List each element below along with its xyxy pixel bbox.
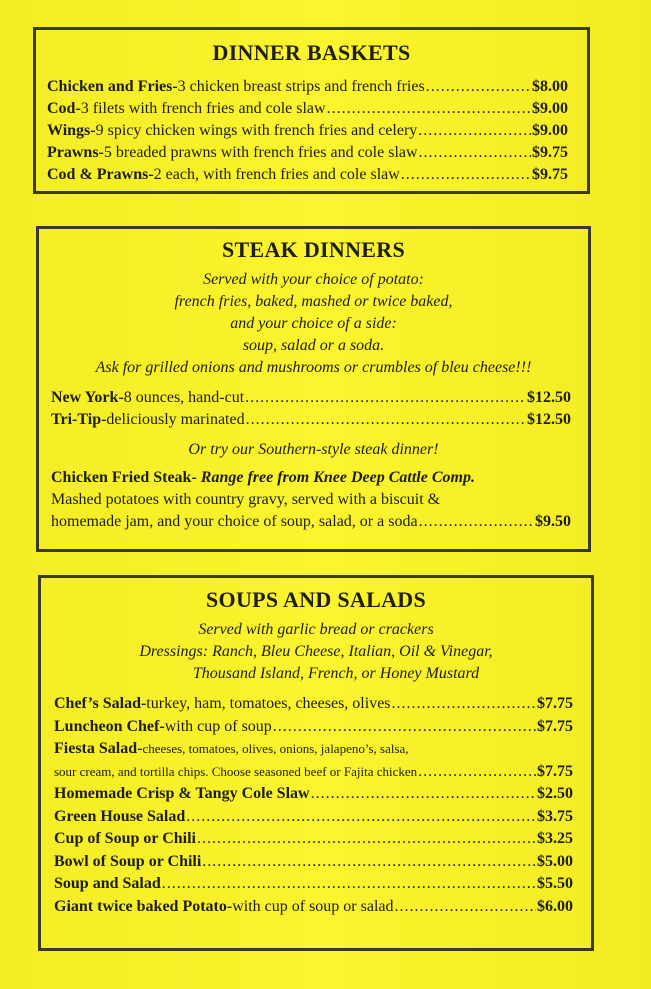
menu-item (47, 120, 568, 142)
dot-leader (246, 409, 526, 431)
item-price: $6.00 (537, 897, 573, 915)
dot-leader (419, 142, 531, 164)
dot-leader (392, 693, 536, 716)
section-title: SOUPS AND SALADS (206, 587, 426, 612)
menu-item (54, 828, 573, 851)
item-desc: 9 spicy chicken wings with french fries and celery (95, 122, 418, 139)
item-desc: homemade jam, and your choice of soup, salad, or a soda (51, 513, 418, 530)
section-note: Ask for grilled onions and mushrooms or crumbles of bleu cheese!!! (95, 359, 532, 376)
menu-item (51, 387, 571, 409)
item-name: Cod- (47, 100, 81, 117)
item-name: New York- (51, 389, 124, 406)
dot-leader (162, 873, 536, 896)
section-note: french fries, baked, mashed or twice baked, (174, 293, 453, 310)
steak-dinners-section (36, 226, 591, 552)
dot-leader (418, 761, 536, 784)
item-desc: 3 chicken breast strips and french fries (177, 78, 425, 95)
dinner-baskets-section (33, 27, 590, 194)
menu-item (47, 76, 568, 98)
item-desc: deliciously marinated (106, 411, 245, 428)
item-price: $9.75 (532, 144, 568, 161)
item-price: $5.00 (537, 852, 573, 870)
spacer (39, 431, 588, 439)
section-note: Served with garlic bread or crackers (198, 621, 434, 638)
item-name: Wings- (47, 122, 96, 139)
steak-dinners-list (39, 387, 588, 431)
dot-leader (419, 511, 534, 533)
dot-leader (273, 716, 536, 739)
item-desc: 8 ounces, hand-cut (123, 389, 245, 406)
menu-item (54, 896, 573, 919)
item-price: $5.50 (537, 875, 573, 892)
item-price: $9.50 (535, 513, 571, 530)
menu-item (54, 873, 573, 896)
soups-salads-list (41, 693, 591, 918)
item-desc: turkey, ham, tomatoes, cheeses, olives (146, 695, 391, 712)
menu-item (54, 693, 573, 716)
item-name: Giant twice baked Potato- (54, 897, 233, 915)
item-name: Soup and Salad (54, 875, 161, 892)
dot-leader (202, 851, 536, 874)
menu-item (54, 738, 573, 761)
menu-item (47, 142, 568, 164)
item-name: Homemade Crisp & Tangy Cole Slaw (54, 785, 310, 802)
section-title: DINNER BASKETS (212, 40, 411, 65)
item-price: $9.00 (532, 122, 568, 139)
item-desc: sour cream, and tortilla chips. Choose seasoned beef or Fajita chicken (54, 763, 418, 779)
section-note: Served with your choice of potato: (203, 271, 424, 288)
item-price: $9.75 (532, 166, 568, 183)
item-name: Green House Salad (54, 807, 186, 825)
item-price: $9.00 (532, 100, 568, 117)
item-price: $7.75 (537, 762, 573, 780)
menu-item (54, 806, 573, 829)
dot-leader (327, 98, 531, 120)
item-price: $7.75 (537, 695, 573, 712)
item-subtitle: Range free from Knee Deep Cattle Comp. (196, 469, 475, 486)
dot-leader (395, 896, 536, 919)
dot-leader (245, 387, 526, 409)
item-price: $2.50 (537, 785, 573, 802)
menu-item (54, 716, 573, 739)
item-name: Fiesta Salad- (54, 740, 143, 757)
item-desc: 2 each, with french fries and cole slaw (153, 166, 400, 183)
dot-leader (426, 76, 531, 98)
item-name: Cod & Prawns- (47, 166, 154, 183)
item-desc: with cup of soup or salad (232, 897, 394, 915)
menu-item (47, 164, 568, 186)
item-name: Chicken Fried Steak- (51, 469, 197, 486)
item-name: Chef’s Salad- (54, 695, 147, 712)
dot-leader (197, 828, 536, 851)
menu-item (51, 409, 571, 431)
menu-item (54, 851, 573, 874)
section-note: Thousand Island, French, or Honey Mustard (192, 665, 480, 682)
dot-leader (401, 164, 531, 186)
item-desc: cheeses, tomatoes, olives, onions, jalapeno’s, salsa, (142, 741, 409, 756)
spacer (39, 379, 588, 387)
menu-item (54, 783, 573, 806)
section-title: STEAK DINNERS (221, 237, 405, 262)
item-name: Chicken and Fries- (47, 78, 178, 95)
item-desc: 3 filets with french fries and cole slaw (80, 100, 326, 117)
section-note: Dressings: Ranch, Bleu Cheese, Italian, Oil & Vinegar, (139, 643, 493, 660)
dot-leader (418, 120, 531, 142)
spacer (41, 685, 591, 693)
item-price: $3.75 (537, 807, 573, 825)
item-name: Bowl of Soup or Chili (54, 852, 202, 870)
dot-leader (186, 806, 536, 829)
menu-item (39, 511, 588, 533)
item-desc: Mashed potatoes with country gravy, served with a biscuit & (51, 491, 441, 508)
dot-leader (311, 783, 536, 806)
item-name: Luncheon Chef- (54, 717, 165, 735)
item-desc: with cup of soup (164, 717, 272, 735)
item-desc: 5 breaded prawns with french fries and cole slaw (103, 144, 418, 161)
item-price: $12.50 (527, 389, 571, 406)
chicken-fried-steak-heading (39, 467, 588, 489)
item-price: $8.00 (532, 78, 568, 95)
item-price: $7.75 (537, 717, 573, 735)
menu-item (47, 98, 568, 120)
dinner-baskets-list (36, 76, 587, 186)
item-price: $12.50 (527, 411, 571, 428)
southern-note: Or try our Southern-style steak dinner! (188, 441, 439, 458)
soups-salads-section (38, 575, 594, 951)
item-name: Prawns- (47, 144, 104, 161)
item-name: Cup of Soup or Chili (54, 830, 196, 847)
item-name: Tri-Tip- (51, 411, 107, 428)
menu-item (54, 761, 573, 784)
item-price: $3.25 (537, 830, 573, 847)
section-note: soup, salad or a soda. (242, 337, 385, 354)
section-note: and your choice of a side: (230, 315, 397, 332)
